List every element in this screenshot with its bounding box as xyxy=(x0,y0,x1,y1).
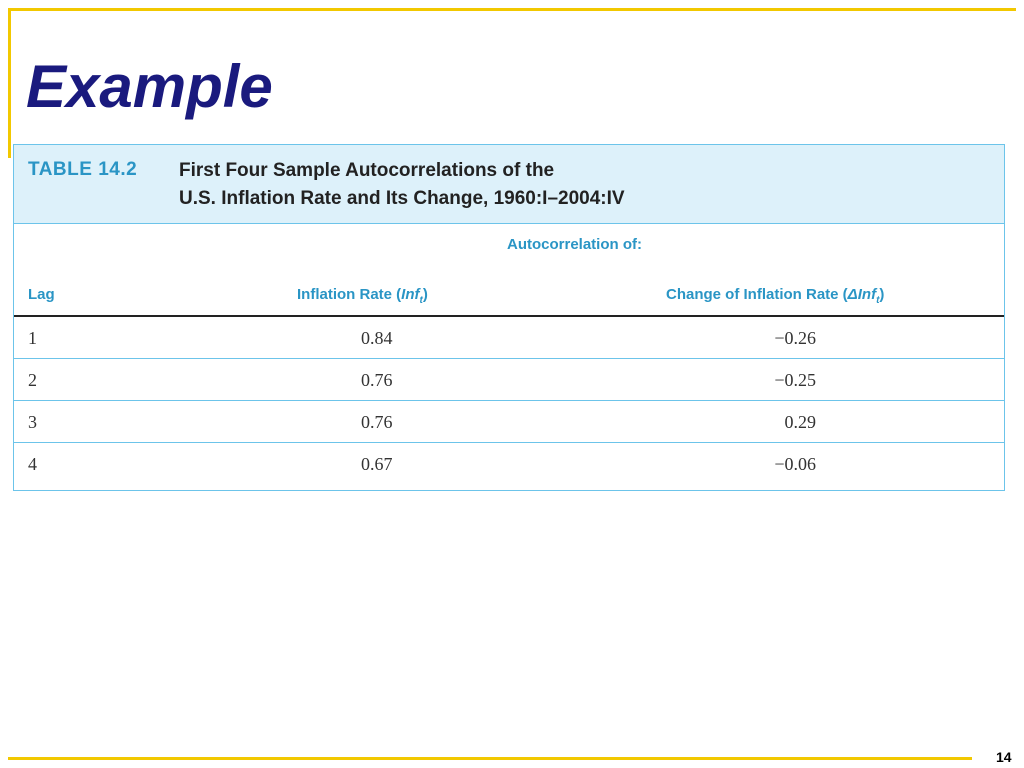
header-variable: Inf xyxy=(401,286,420,303)
table-row xyxy=(14,401,1004,443)
cell-inflation: 0.76 xyxy=(361,370,393,390)
header-text: ) xyxy=(422,286,428,303)
cell-inflation: 0.84 xyxy=(361,328,393,348)
table-caption-line: First Four Sample Autocorrelations of the xyxy=(179,160,555,181)
cell-change: −0.25 xyxy=(774,370,816,390)
cell-lag: 4 xyxy=(28,454,37,474)
table-row xyxy=(14,359,1004,401)
table-caption-line: U.S. Inflation Rate and Its Change, 1960:I–2004:IV xyxy=(179,188,625,209)
cell-change: −0.06 xyxy=(774,454,816,474)
header-subscript: t xyxy=(419,295,423,306)
header-text: Change of Inflation Rate ( xyxy=(666,286,848,303)
cell-change: −0.26 xyxy=(774,328,816,348)
cell-lag: 2 xyxy=(28,370,37,390)
table-caption xyxy=(179,157,625,213)
slide-frame-bottom-rule xyxy=(8,757,972,760)
slide-frame-top-rule xyxy=(8,8,1016,11)
column-group-header: Autocorrelation of: xyxy=(507,236,642,253)
cell-lag: 3 xyxy=(28,412,37,432)
column-header-inflation-rate xyxy=(297,286,428,306)
slide-frame-left-rule xyxy=(8,8,11,158)
table-header-band xyxy=(14,145,1004,224)
cell-inflation: 0.67 xyxy=(361,454,393,474)
column-header-lag: Lag xyxy=(28,286,55,303)
header-subscript: t xyxy=(876,295,880,306)
table-row xyxy=(14,443,1004,484)
slide-title: Example xyxy=(26,53,273,120)
column-header-change-of-inflation xyxy=(666,286,884,306)
header-text: Inflation Rate ( xyxy=(297,286,402,303)
table-row xyxy=(14,317,1004,359)
header-text: ) xyxy=(879,286,885,303)
header-variable: ΔInf xyxy=(847,286,877,303)
cell-change: 0.29 xyxy=(784,412,816,432)
autocorrelation-table xyxy=(13,144,1005,491)
cell-inflation: 0.76 xyxy=(361,412,393,432)
table-number: TABLE 14.2 xyxy=(28,159,138,180)
cell-lag: 1 xyxy=(28,328,37,348)
page-number: 14 xyxy=(996,749,1012,765)
